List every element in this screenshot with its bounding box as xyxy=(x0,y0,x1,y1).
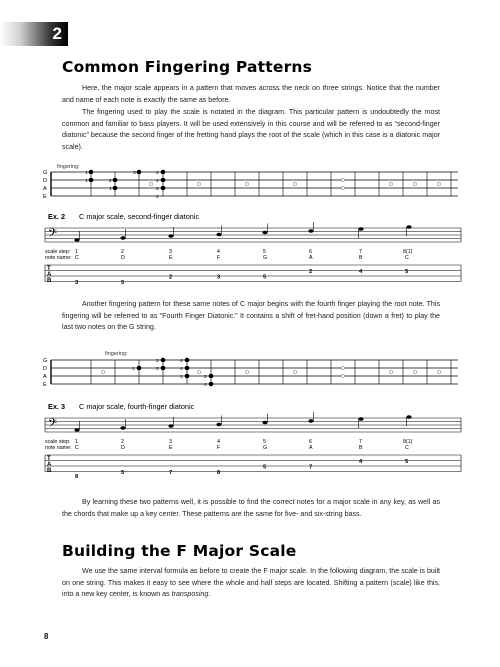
note-name-label: note name: xyxy=(45,445,72,451)
tab-fret: 7 xyxy=(309,464,313,471)
note-dot xyxy=(113,186,118,191)
note-name: C xyxy=(405,255,409,261)
scale-step: 7 xyxy=(359,249,362,255)
note-dot xyxy=(137,170,142,175)
example-2-number: Ex. 2 xyxy=(48,212,66,221)
note-dot xyxy=(113,178,118,183)
finger-number: 4 xyxy=(180,367,183,372)
example-3-number: Ex. 3 xyxy=(48,402,66,411)
note-name: F xyxy=(217,445,221,451)
tab-fret: 2 xyxy=(169,274,173,281)
finger-number: 1 xyxy=(85,179,88,184)
tab-letter-t: T xyxy=(47,266,51,272)
example-3-label xyxy=(48,402,194,411)
paragraph-4: By learning these two patterns well, it is possible to find the correct notes for a major scale in any key, as well as the chords that make up a key center. These patterns are the same for five- and six-string bass. xyxy=(62,498,440,518)
chapter-tab xyxy=(0,22,68,46)
paragraph-5-italic: transposing xyxy=(171,590,209,599)
tab-fret: 3 xyxy=(217,274,221,281)
tab-fret: 8 xyxy=(75,474,79,480)
note-dot xyxy=(161,358,166,363)
tab-fret: 8 xyxy=(217,470,221,476)
note-name: F xyxy=(217,255,221,261)
string-label-d: D xyxy=(43,178,47,184)
scale-step: 5 xyxy=(263,249,266,255)
heading-building-f-major-scale: Building the F Major Scale xyxy=(62,542,297,560)
scale-step-label: scale step: xyxy=(45,439,71,445)
note-dot xyxy=(185,366,190,371)
note-name: G xyxy=(263,255,268,261)
paragraph-2: The fingering used to play the scale is notated in the diagram. This particular pattern is undoubtedly the most common and familiar to bass players. It will be used extensively in this course and will be referred to as “second-finger diatonic” because the second finger of the fretting hand plays the root of the scale (which in this case is a diatonic major scale). xyxy=(62,108,440,151)
paragraph-3: Another fingering pattern for these same notes of C major begins with the fourth finger playing the root note. This fingering will be referred to as “Fourth Finger Diatonic.” It contains a shift of fret-hand position (down a fret) to play the last two notes on the G string. xyxy=(62,300,440,332)
paragraph-5-text: We use the same interval formula as before to create the F major scale. In the following diagram, the scale is built on one string. This makes it easy to see where the whole and half steps are located. Shifting a pattern (scale) like this, into a new key center, is known as xyxy=(62,567,440,599)
finger-number: 2 xyxy=(204,375,207,380)
bass-clef-icon: 𝄢 xyxy=(48,416,58,432)
tab-fret: 5 xyxy=(405,459,409,465)
fingering-label: fingering: xyxy=(57,164,80,170)
note-name: E xyxy=(169,445,173,451)
paragraph-5-end: . xyxy=(208,590,211,599)
tab-letter-b: B xyxy=(47,278,52,284)
scale-step: 4 xyxy=(217,249,220,255)
scale-step: 8(1) xyxy=(403,439,413,445)
finger-number: 4 xyxy=(204,383,207,388)
note-name: A xyxy=(309,255,313,261)
example-2-label xyxy=(48,212,199,221)
note-name-label: note name: xyxy=(45,255,72,261)
note-name: C xyxy=(75,445,79,451)
paragraph-5 xyxy=(62,566,440,601)
bass-clef-icon: 𝄢 xyxy=(48,226,58,242)
tab-fret: 5 xyxy=(121,280,125,286)
note-name: A xyxy=(309,445,313,451)
finger-number: 2 xyxy=(156,187,159,192)
tab-fret: 5 xyxy=(121,470,125,476)
finger-number: 2 xyxy=(156,367,159,372)
finger-number: 4 xyxy=(180,359,183,364)
note-name: E xyxy=(169,255,173,261)
scale-step: 6 xyxy=(309,249,312,255)
note-name: G xyxy=(263,445,268,451)
scale-step: 1 xyxy=(75,249,78,255)
finger-number: 2 xyxy=(156,359,159,364)
note-name: D xyxy=(121,255,125,261)
note-dot xyxy=(161,178,166,183)
tab-fret: 5 xyxy=(405,269,409,275)
string-label-e: E xyxy=(43,382,47,388)
note-dot xyxy=(89,170,94,175)
finger-number: 4 xyxy=(156,195,159,200)
fretboard-diagram-1 xyxy=(43,160,458,202)
finger-number: 4 xyxy=(156,179,159,184)
fretboard-diagram-2 xyxy=(43,346,458,394)
note-name: C xyxy=(75,255,79,261)
scale-step: 5 xyxy=(263,439,266,445)
scale-step-label: scale step: xyxy=(45,249,71,255)
tab-letter-t: T xyxy=(47,456,51,462)
tab-letter-a: A xyxy=(47,272,52,278)
note-name: B xyxy=(359,255,363,261)
scale-step: 2 xyxy=(121,439,124,445)
note-dot xyxy=(185,358,190,363)
tab-fret: 7 xyxy=(169,470,173,476)
example-2-title: C major scale, second-finger diatonic xyxy=(79,212,200,221)
example-3-staff-and-tab xyxy=(43,412,463,484)
finger-number: 1 xyxy=(180,375,183,380)
example-3-title: C major scale, fourth-finger diatonic xyxy=(79,402,195,411)
scale-step: 8(1) xyxy=(403,249,413,255)
scale-step: 4 xyxy=(217,439,220,445)
string-label-g: G xyxy=(43,358,48,364)
tab-letter-a: A xyxy=(47,462,52,468)
tab-fret: 3 xyxy=(75,280,79,286)
finger-number: 3 xyxy=(133,171,136,176)
example-2-staff-and-tab xyxy=(43,222,463,294)
string-label-a: A xyxy=(43,374,47,380)
finger-number: 2 xyxy=(109,179,112,184)
heading-common-fingering-patterns: Common Fingering Patterns xyxy=(62,58,313,76)
scale-step: 3 xyxy=(169,249,172,255)
string-label-e: E xyxy=(43,194,47,200)
note-dot xyxy=(161,186,166,191)
note-name: C xyxy=(405,445,409,451)
fingering-label: fingering: xyxy=(105,351,128,357)
finger-number: 1 xyxy=(132,367,135,372)
finger-number: 4 xyxy=(156,171,159,176)
tab-fret: 5 xyxy=(263,274,267,281)
scale-step: 2 xyxy=(121,249,124,255)
string-label-g: G xyxy=(43,170,48,176)
chapter-number: 2 xyxy=(52,24,62,43)
page-number: 8 xyxy=(44,632,49,641)
string-label-a: A xyxy=(43,186,47,192)
scale-step: 7 xyxy=(359,439,362,445)
note-name: B xyxy=(359,445,363,451)
paragraph-1: Here, the major scale appears in a pattern that moves across the neck on three strings. Notice that the number and name of each note is exactly the same as before. xyxy=(62,84,440,104)
note-dot xyxy=(137,366,142,371)
tab-letter-b: B xyxy=(47,468,52,474)
scale-step: 6 xyxy=(309,439,312,445)
tab-fret: 5 xyxy=(263,464,267,471)
tab-fret: 2 xyxy=(309,269,313,275)
note-dot xyxy=(161,366,166,371)
scale-step: 1 xyxy=(75,439,78,445)
tab-fret: 4 xyxy=(359,269,363,275)
note-name: D xyxy=(121,445,125,451)
note-dot xyxy=(209,374,214,379)
finger-number: 1 xyxy=(85,171,88,176)
string-label-d: D xyxy=(43,366,47,372)
note-dot xyxy=(161,170,166,175)
tab-fret: 4 xyxy=(359,459,363,465)
note-dot xyxy=(185,374,190,379)
note-dot xyxy=(89,178,94,183)
finger-number: 1 xyxy=(109,187,112,192)
scale-step: 3 xyxy=(169,439,172,445)
note-dot xyxy=(209,382,214,387)
